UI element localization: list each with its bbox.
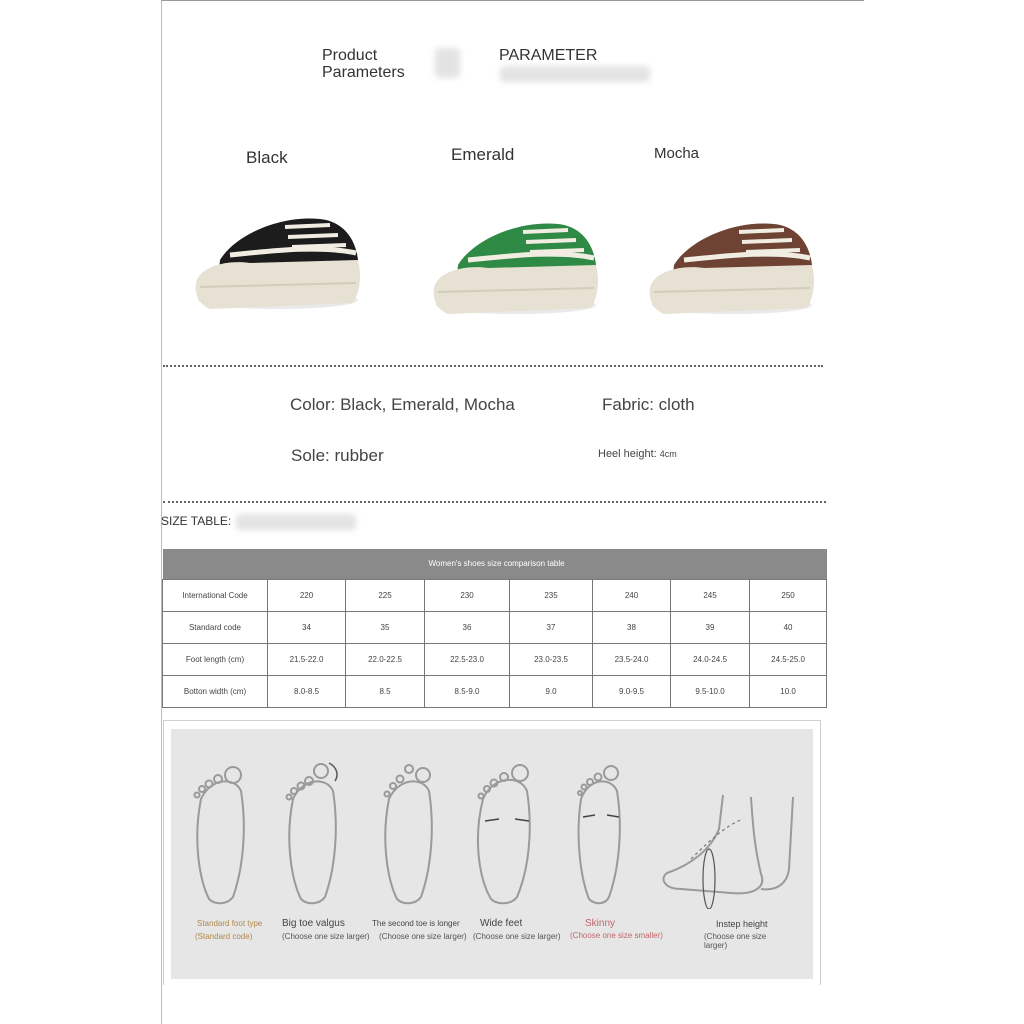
foot-note-skinny: (Choose one size smaller) (570, 931, 663, 940)
table-row (163, 612, 827, 644)
foot-note-standard: (Standard code) (195, 932, 253, 941)
color-name-mocha: Mocha (654, 145, 700, 162)
table-cell: 240 (593, 580, 671, 612)
table-cell: 24.0-24.5 (671, 644, 750, 676)
blurred-text (435, 48, 460, 78)
shoe-image-mocha[interactable] (644, 210, 824, 325)
top-border (161, 0, 864, 1)
table-cell: 36 (425, 612, 510, 644)
foot-label-second-toe: The second toe is longer (372, 919, 460, 928)
table-cell: 39 (671, 612, 750, 644)
table-row (163, 644, 827, 676)
foot-note-valgus: (Choose one size larger) (282, 932, 370, 941)
table-cell: 9.0 (510, 676, 593, 708)
table-cell: 21.5-22.0 (268, 644, 346, 676)
foot-valgus-icon (289, 781, 336, 903)
row-header: Foot length (cm) (163, 644, 268, 676)
table-cell: 250 (750, 580, 827, 612)
blurred-text (500, 66, 650, 82)
table-cell: 225 (346, 580, 425, 612)
parameter-heading: PARAMETER (499, 47, 598, 64)
spec-heel-height (598, 448, 677, 460)
spec-fabric: Fabric: cloth (602, 395, 695, 414)
table-cell: 22.0-22.5 (346, 644, 425, 676)
table-row (163, 580, 827, 612)
foot-label-standard: Standard foot type (197, 919, 263, 928)
table-cell: 10.0 (750, 676, 827, 708)
foot-note-wide: (Choose one size larger) (473, 932, 561, 941)
table-row (163, 676, 827, 708)
heel-value: 4cm (659, 449, 677, 459)
table-cell: 35 (346, 612, 425, 644)
spec-sole: Sole: rubber (291, 446, 384, 465)
table-cell: 24.5-25.0 (750, 644, 827, 676)
table-cell: 8.5-9.0 (425, 676, 510, 708)
table-cell: 23.0-23.5 (510, 644, 593, 676)
page-title: Product Parameters (322, 47, 405, 81)
left-border (161, 0, 162, 1024)
foot-note-second-toe: (Choose one size larger) (379, 932, 467, 941)
shoe-image-emerald[interactable] (428, 210, 608, 325)
size-table-label: SIZE TABLE: (161, 514, 232, 528)
dotted-divider (163, 365, 823, 367)
size-table (162, 549, 827, 708)
table-cell: 230 (425, 580, 510, 612)
row-header: International Code (163, 580, 268, 612)
foot-skinny-icon (579, 781, 620, 903)
table-cell: 34 (268, 612, 346, 644)
foot-instep-icon (663, 795, 762, 893)
table-cell: 22.5-23.0 (425, 644, 510, 676)
heel-label: Heel height: (598, 448, 660, 460)
spec-color: Color: Black, Emerald, Mocha (290, 395, 515, 414)
size-table-caption: Women's shoes size comparison table (163, 549, 827, 580)
table-cell: 8.0-8.5 (268, 676, 346, 708)
foot-wide-icon (478, 780, 530, 903)
table-cell: 40 (750, 612, 827, 644)
table-cell: 220 (268, 580, 346, 612)
shoe-image-black[interactable] (190, 205, 370, 320)
row-header: Botton width (cm) (163, 676, 268, 708)
row-header: Standard code (163, 612, 268, 644)
dotted-divider (163, 501, 826, 503)
table-cell: 37 (510, 612, 593, 644)
foot-label-wide: Wide feet (480, 918, 523, 929)
table-cell: 8.5 (346, 676, 425, 708)
color-name-black: Black (246, 148, 288, 167)
color-name-emerald: Emerald (451, 145, 515, 164)
blurred-text (236, 514, 356, 530)
table-cell: 9.5-10.0 (671, 676, 750, 708)
table-cell: 245 (671, 580, 750, 612)
foot-label-valgus: Big toe valgus (282, 918, 345, 929)
foot-second-toe-icon (385, 781, 432, 903)
table-cell: 38 (593, 612, 671, 644)
foot-standard-icon (197, 781, 244, 903)
foot-label-skinny: Skinny (585, 918, 616, 929)
table-cell: 9.0-9.5 (593, 676, 671, 708)
table-cell: 235 (510, 580, 593, 612)
foot-illustrations (171, 729, 813, 909)
table-cell: 23.5-24.0 (593, 644, 671, 676)
foot-note-instep: (Choose one size larger) (704, 932, 767, 950)
foot-label-instep: Instep height (716, 919, 768, 929)
